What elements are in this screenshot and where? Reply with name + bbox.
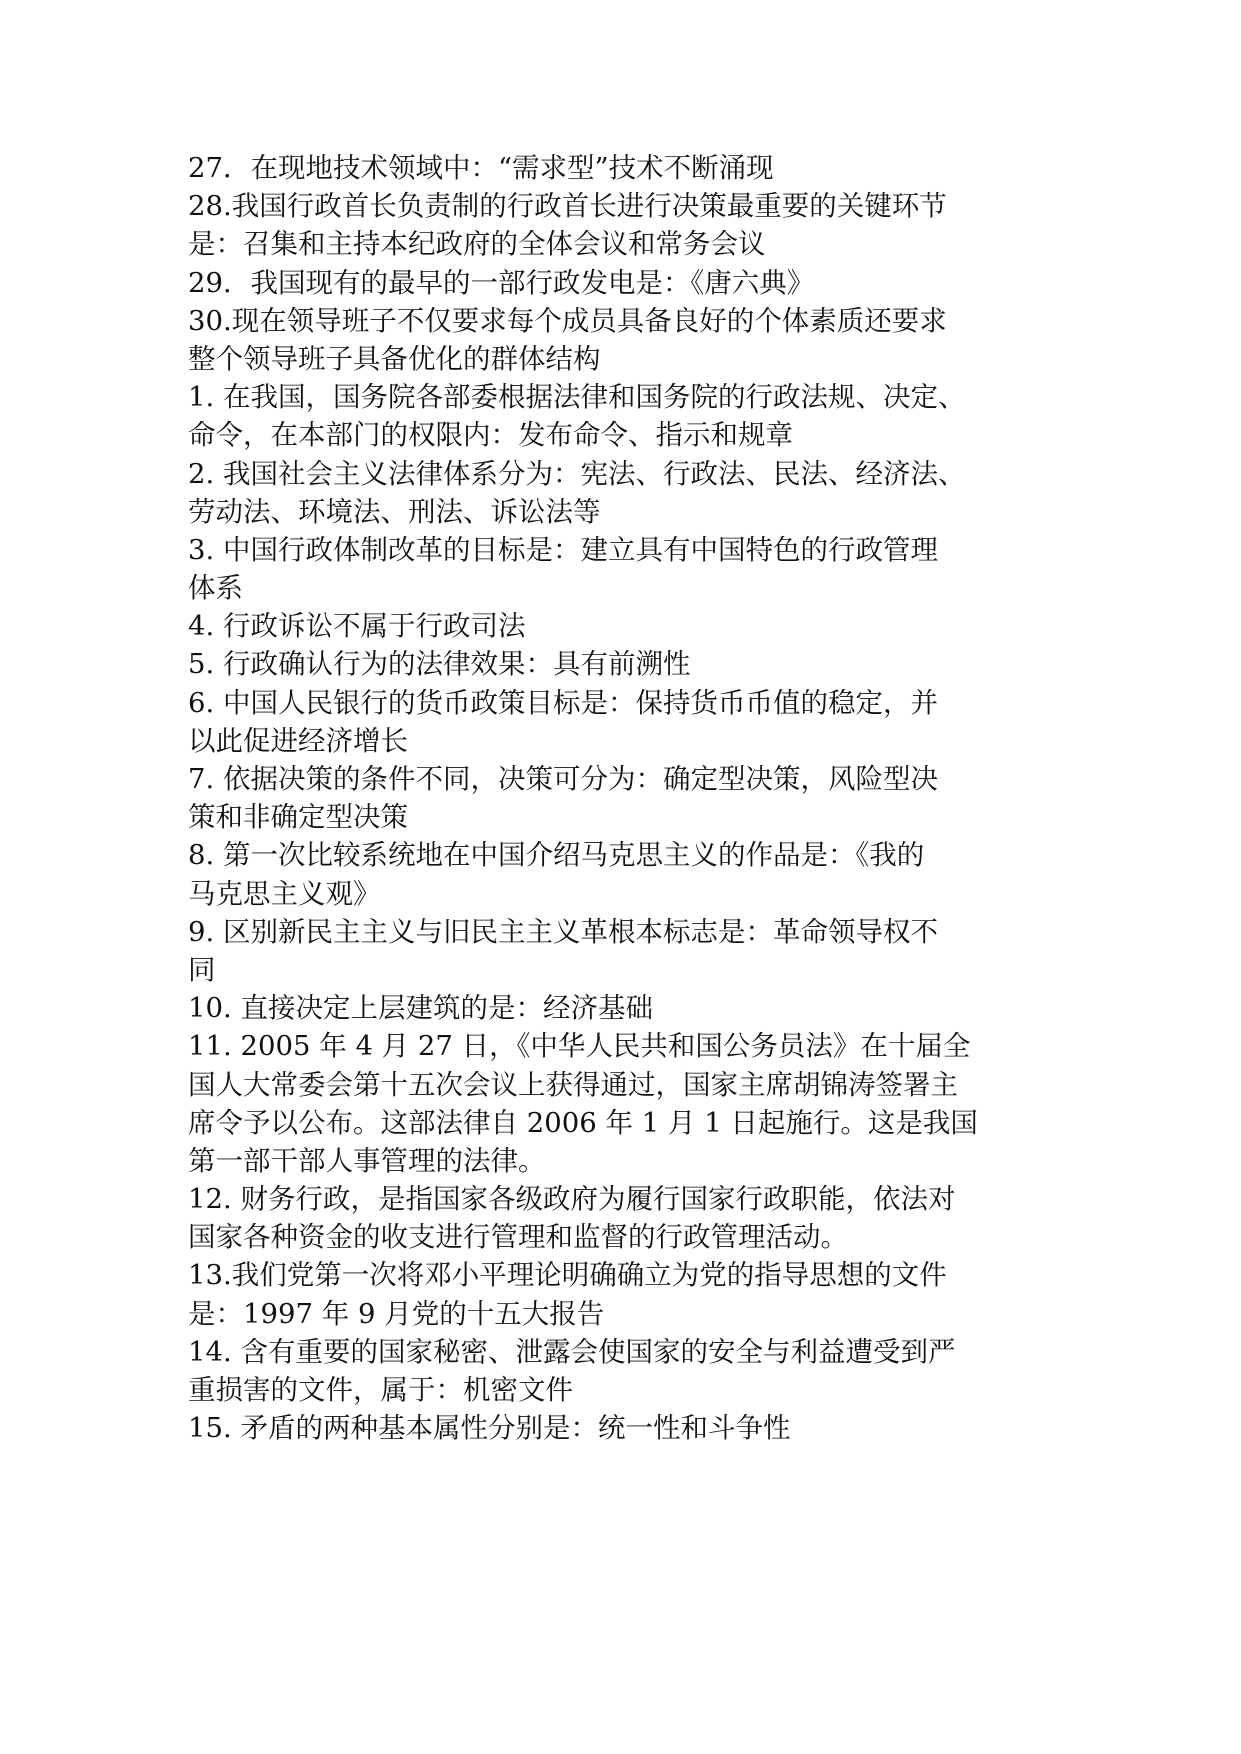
text-line: 体系 <box>188 572 243 605</box>
text-line: 马克思主义观》 <box>188 877 381 910</box>
text-line: 12. 财务行政，是指国家各级政府为履行国家行政职能，依法对 <box>188 1183 956 1216</box>
text-line: 以此促进经济增长 <box>188 724 408 757</box>
text-line: 同 <box>188 953 216 986</box>
text-line: 命令，在本部门的权限内：发布命令、指示和规章 <box>188 419 793 452</box>
text-line: 8. 第一次比较系统地在中国介绍马克思主义的作品是：《我的 <box>188 839 925 872</box>
text-line: 4. 行政诉讼不属于行政司法 <box>188 610 526 643</box>
text-line: 重损害的文件，属于：机密文件 <box>188 1374 573 1406</box>
text-line: 6. 中国人民银行的货币政策目标是：保持货币币值的稳定，并 <box>188 686 938 719</box>
text-line: 27．在现地技术领域中：“需求型”技术不断涌现 <box>188 152 774 184</box>
text-line: 30.现在领导班子不仅要求每个成员具备良好的个体素质还要求 <box>188 304 947 337</box>
text-line: 13.我们党第一次将邓小平理论明确确立为党的指导思想的文件 <box>188 1259 947 1292</box>
text-line: 1. 在我国，国务院各部委根据法律和国务院的行政法规、决定、 <box>188 381 966 414</box>
text-line: 7. 依据决策的条件不同，决策可分为：确定型决策，风险型决 <box>188 763 938 795</box>
text-line: 11. 2005 年 4 月 27 日，《中华人民共和国公务员法》在十届全 <box>188 1030 971 1063</box>
text-line: 28.我国行政首长负责制的行政首长进行决策最重要的关键环节 <box>188 190 947 223</box>
text-line: 是：召集和主持本纪政府的全体会议和常务会议 <box>188 228 766 261</box>
text-line: 2. 我国社会主义法律体系分为：宪法、行政法、民法、经济法、 <box>188 457 966 490</box>
text-line: 14. 含有重要的国家秘密、泄露会使国家的安全与利益遭受到严 <box>188 1335 956 1368</box>
text-line: 9. 区别新民主主义与旧民主主义革根本标志是：革命领导权不 <box>188 915 938 948</box>
text-line: 是：1997 年 9 月党的十五大报告 <box>188 1297 605 1330</box>
text-line: 15. 矛盾的两种基本属性分别是：统一性和斗争性 <box>188 1412 791 1445</box>
text-line: 10. 直接决定上层建筑的是：经济基础 <box>188 992 653 1025</box>
text-line: 劳动法、环境法、刑法、诉讼法等 <box>188 495 601 528</box>
text-line: 国家各种资金的收支进行管理和监督的行政管理活动。 <box>188 1221 848 1254</box>
text-line: 国人大常委会第十五次会议上获得通过，国家主席胡锦涛签署主 <box>188 1068 958 1101</box>
text-line: 5. 行政确认行为的法律效果：具有前溯性 <box>188 648 691 681</box>
text-line: 29．我国现有的最早的一部行政发电是：《唐六典》 <box>188 266 815 299</box>
text-line: 整个领导班子具备优化的群体结构 <box>188 342 601 375</box>
text-line: 策和非确定型决策 <box>188 801 408 834</box>
text-line: 席令予以公布。这部法律自 2006 年 1 月 1 日起施行。这是我国 <box>188 1106 978 1139</box>
document-body <box>188 149 1056 1447</box>
text-line: 3. 中国行政体制改革的目标是：建立具有中国特色的行政管理 <box>188 533 938 566</box>
text-line: 第一部干部人事管理的法律。 <box>188 1144 546 1177</box>
